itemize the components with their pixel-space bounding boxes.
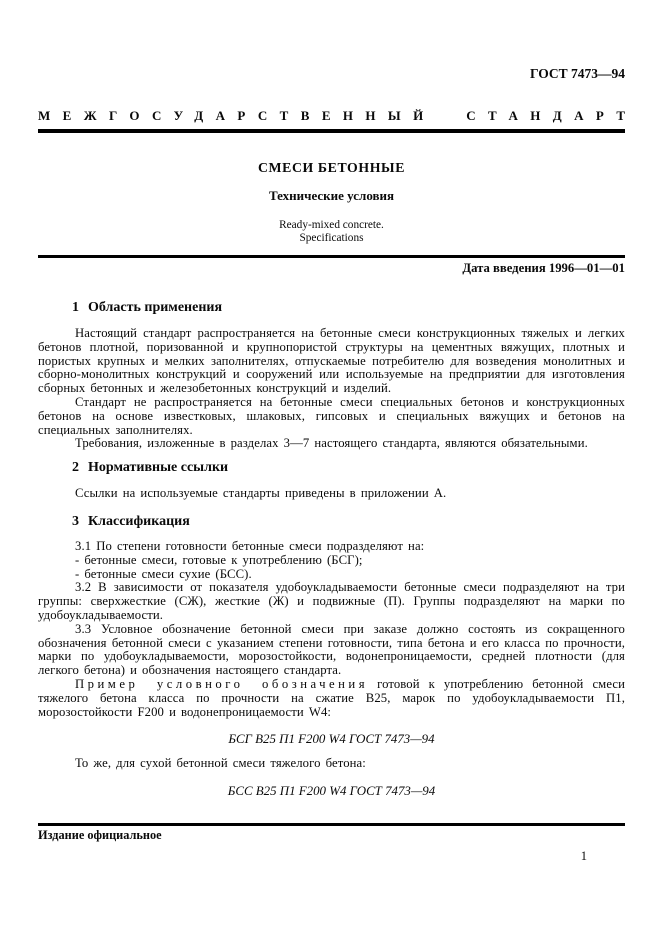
list-item: - бетонные смеси сухие (БСС). — [75, 566, 252, 581]
page-number: 1 — [580, 849, 587, 863]
title-english — [38, 219, 625, 244]
title-english-line2: Specifications — [299, 231, 364, 244]
designation-formula-dry: БСС В25 П1 F200 W4 ГОСТ 7473—94 — [227, 784, 436, 799]
title-english-line1: Ready-mixed concrete. — [279, 219, 384, 231]
section-title: Область применения — [88, 300, 223, 315]
document-subtitle: Технические условия — [268, 188, 395, 203]
section-title: Классификация — [88, 513, 190, 529]
document-title: СМЕСИ БЕТОННЫЕ — [257, 160, 406, 175]
paragraph: Стандарт не распространяется на бетонные смеси специальных бетонов и конструкционных бетонов на основе известковых, шлаковых, гипсовых и специальных вяжущих и бетонов на специальных заполнителях. — [38, 394, 625, 437]
paragraph: 3.1 По степени готовности бетонные смеси подразделяют на: — [75, 538, 425, 553]
designation-formula-ready: БСГ В25 П1 F200 W4 ГОСТ 7473—94 — [228, 732, 435, 747]
list-item: - бетонные смеси, готовые к употреблению (БСГ); — [75, 552, 363, 567]
effective-date: Дата введения 1996—01—01 — [462, 261, 625, 275]
section-number: 2 — [72, 460, 79, 476]
page-content — [38, 0, 638, 809]
official-edition-note: Издание официальное — [38, 828, 162, 842]
paragraph: 3.2 В зависимости от показателя удобоукладываемости бетонные смеси подразделяют на три группы: сверхжесткие (СЖ), жесткие (Ж) и подвижные (П). Группы подразделяют на марки по удобоукладываемости. — [38, 580, 625, 622]
section-number: 1 — [72, 300, 79, 315]
example-paragraph — [38, 678, 625, 719]
paragraph: Ссылки на используемые стандарты приведены в приложении А. — [75, 486, 447, 501]
section-title: Нормативные ссылки — [88, 460, 229, 476]
standard-type-banner — [38, 108, 638, 133]
section-heading-1 — [38, 299, 625, 316]
doc-number: ГОСТ 7473—94 — [529, 66, 625, 81]
section-heading-3 — [38, 513, 625, 530]
horizontal-rule — [38, 255, 625, 258]
example-text: готовой к употреблению бетонной смеси тяжелого бетона класса по прочности на сжатие В25, марок по удобоукладываемости П1, морозостойкости F200 и водонепроницаемости W4: — [38, 676, 625, 719]
standard-type-text: МЕЖГОСУДАРСТВЕННЫЙ СТАНДАРТ — [38, 108, 638, 123]
paragraph: Настоящий стандарт распространяется на бетонные смеси конструкционных тяжелых и легких бетонов плотной, поризованной и крупнопористой структуры на цементных вяжущих, плотных и пористых крупных и мелких заполнителях, отпускаемые потребителю для возведения монолитных и сборно-монолитных конструкций и сооружений или используемые на предприятии для изготовления сборных бетонных и железобетонных конструкций и изделий. — [38, 326, 625, 396]
section-heading-2 — [38, 459, 625, 476]
page-footer — [38, 823, 625, 864]
paragraph: Требования, изложенные в разделах 3—7 настоящего стандарта, являются обязательными. — [75, 436, 588, 451]
paragraph: То же, для сухой бетонной смеси тяжелого бетона: — [75, 756, 366, 771]
example-lead-spaced: Пример условного обозначения — [75, 676, 369, 691]
paragraph: 3.3 Условное обозначение бетонной смеси при заказе должно состоять из сокращенного обозначения бетонной смеси с указанием степени готовности, типа бетона и его класса по прочности, марки по удобоукладываемости, морозостойкости, водонепроницаемости, средней плотности (для легкого бетона) и обозначения настоящего стандарта. — [38, 621, 625, 678]
section-number: 3 — [72, 513, 79, 529]
footer-rule — [38, 823, 625, 826]
